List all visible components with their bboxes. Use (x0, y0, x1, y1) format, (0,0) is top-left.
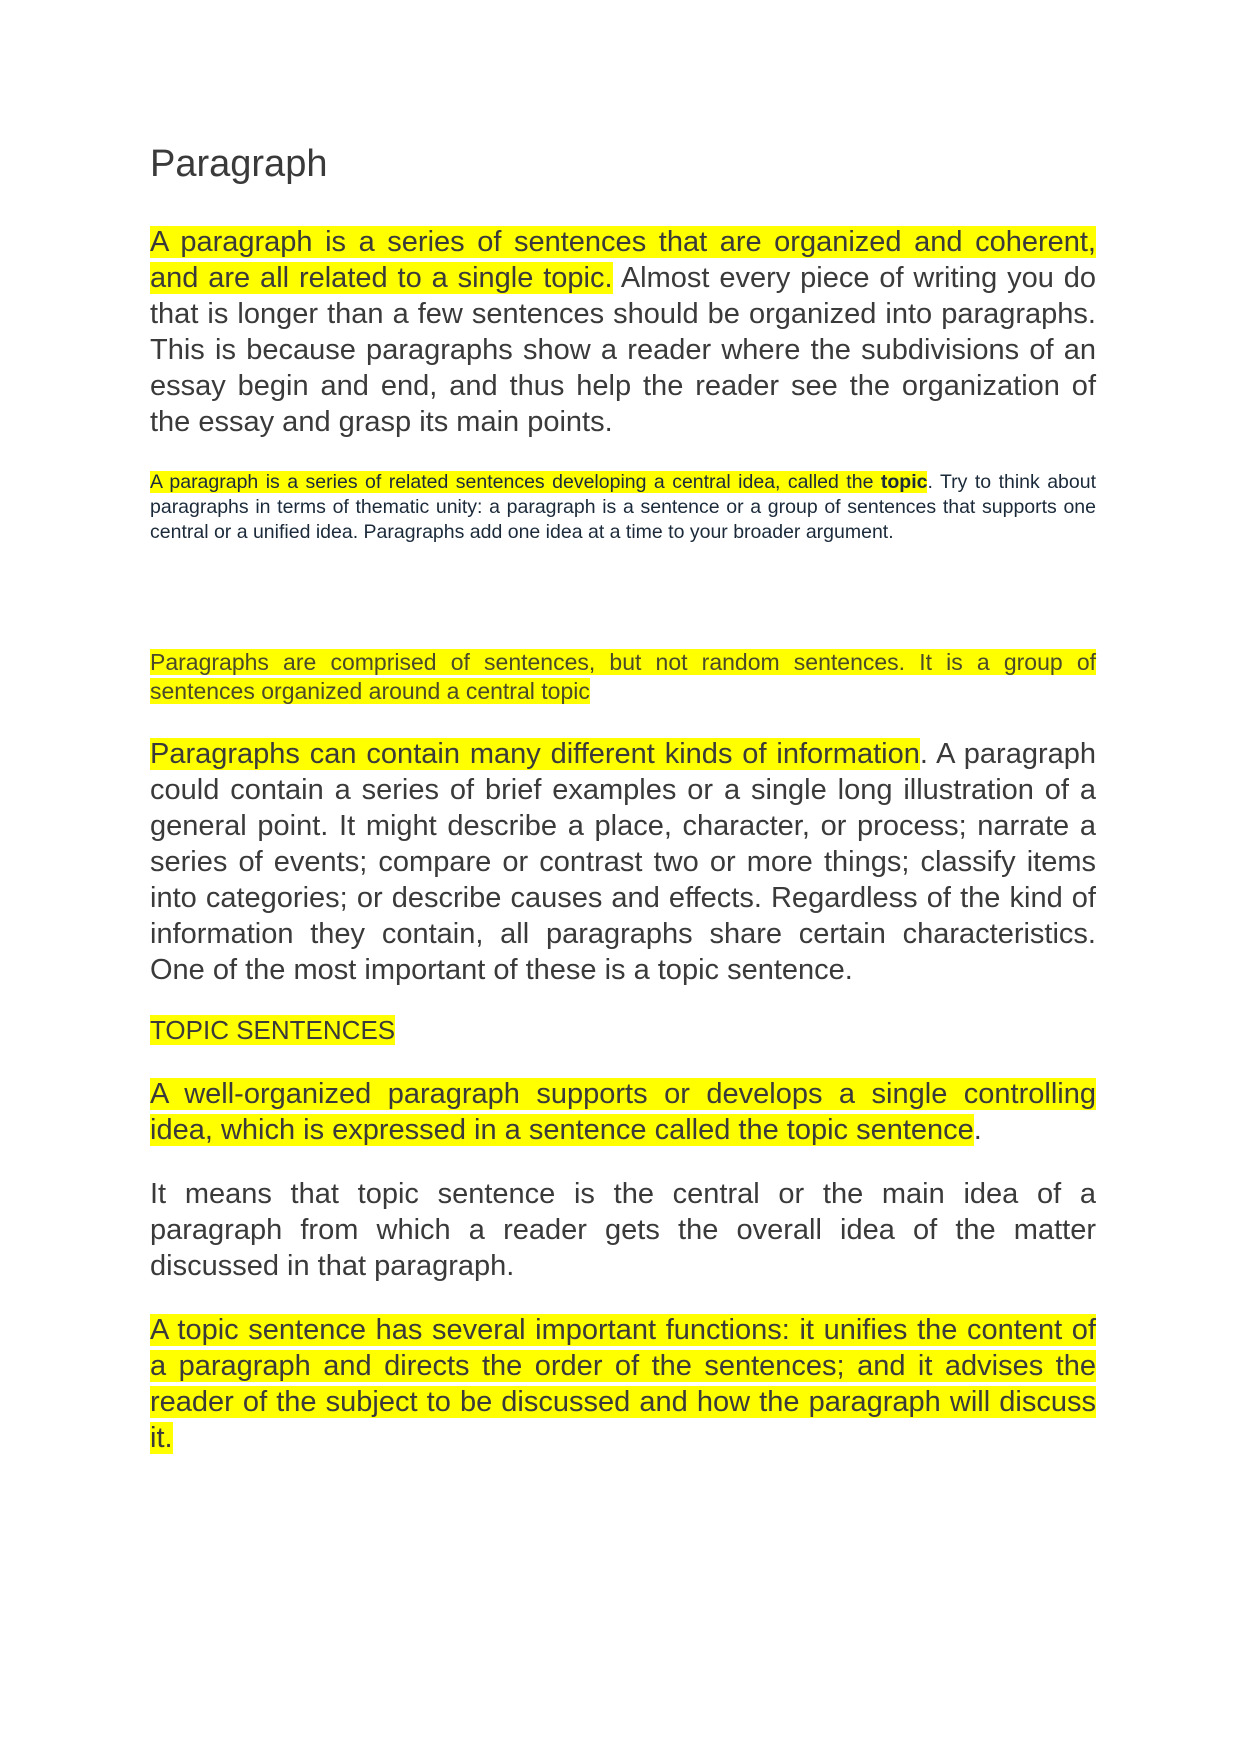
highlighted-text: A topic sentence has several important functions: it unifies the content of a paragraph and directs the order of the sentences; and it advises the reader of the subject to be discussed and how the paragraph will discuss it. (150, 1314, 1096, 1454)
body-text: . A paragraph could contain a series of brief examples or a single long illustration of a general point. It might describe a place, character, or process; narrate a series of events; compare or contrast two or more things; classify items into categories; or describe causes and effects. Regardless of the kind of information they contain, all paragraphs share certain characteristics. One of the most important of these is a topic sentence. (150, 738, 1096, 986)
paragraph-topic-functions (150, 1312, 1096, 1456)
document-page (150, 140, 1096, 1456)
highlighted-text: A paragraph is a series of related sentences developing a central idea, called the (150, 471, 881, 493)
highlighted-text: A well-organized paragraph supports or develops a single controlling idea, which is expressed in a sentence called the topic sentence (150, 1078, 1096, 1146)
body-text: Almost every piece of writing you do that is longer than a few sentences should be organized into paragraphs. This is because paragraphs show a reader where the subdivisions of an essay begin and end, and thus help the reader see the organization of the essay and grasp its main points. (150, 262, 1096, 438)
paragraph-topic-sentence (150, 1076, 1096, 1148)
highlighted-text: Paragraphs are comprised of sentences, but not random sentences. It is a group of sentences organized around a central topic (150, 649, 1096, 704)
paragraph-topic-meaning (150, 1176, 1096, 1284)
paragraph-sentences (150, 648, 1096, 706)
bold-topic-word: topic (880, 471, 928, 493)
page-title: Paragraph (150, 143, 328, 185)
paragraph-topic-definition (150, 470, 1096, 545)
body-text: . (973, 1114, 982, 1146)
highlighted-heading: TOPIC SENTENCES (150, 1015, 396, 1045)
highlighted-text: A paragraph is a series of sentences that are organized and coherent, and are all related to a single topic. (150, 226, 1096, 294)
body-text: . Try to think about paragraphs in terms of thematic unity: a paragraph is a sentence or a group of sentences that supports one central or a unified idea. Paragraphs add one idea at a time to your broader argument. (150, 471, 1097, 543)
paragraph-information-kinds (150, 736, 1096, 988)
body-text: It means that topic sentence is the central or the main idea of a paragraph from which a reader gets the overall idea of the matter discussed in that paragraph. (150, 1178, 1096, 1282)
paragraph-definition (150, 224, 1096, 440)
section-heading (150, 1014, 1096, 1046)
highlighted-text: Paragraphs can contain many different kinds of information (150, 738, 920, 770)
